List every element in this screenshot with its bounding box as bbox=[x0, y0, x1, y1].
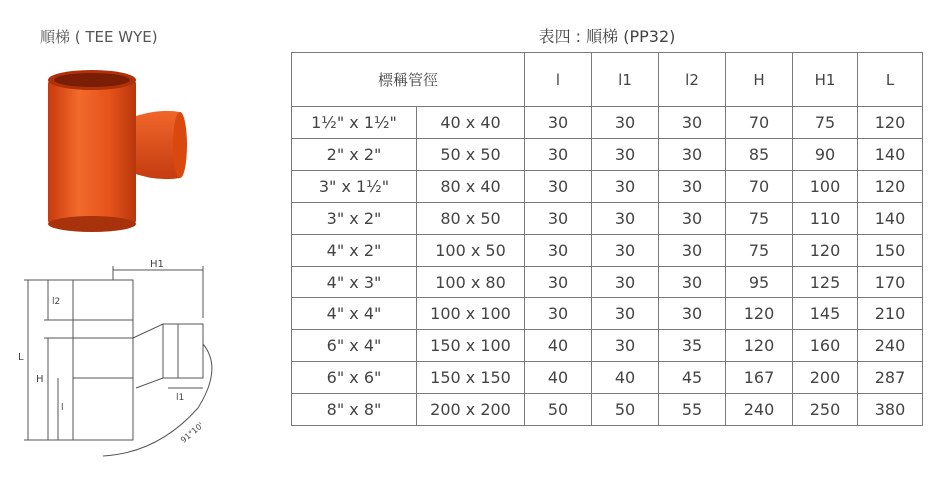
cell-mm-size: 100 x 80 bbox=[417, 266, 525, 298]
tee-wye-drawing bbox=[18, 258, 243, 458]
table-row bbox=[292, 362, 923, 394]
cell-l1: 30 bbox=[592, 107, 659, 139]
header-L: L bbox=[858, 53, 923, 107]
product-title: 順梯 ( TEE WYE) bbox=[40, 28, 158, 46]
header-l2: l2 bbox=[659, 53, 726, 107]
header-l1: l1 bbox=[592, 53, 659, 107]
cell-inch-size: 3" x 2" bbox=[292, 202, 417, 234]
cell-mm-size: 80 x 50 bbox=[417, 202, 525, 234]
cell-h: 167 bbox=[726, 362, 793, 394]
cell-inch-size: 6" x 4" bbox=[292, 330, 417, 362]
cell-l2: 30 bbox=[659, 266, 726, 298]
cell-l1: 30 bbox=[592, 139, 659, 171]
cell-h: 70 bbox=[726, 107, 793, 139]
cell-L: 240 bbox=[858, 330, 923, 362]
header-h1: H1 bbox=[793, 53, 858, 107]
cell-l2: 30 bbox=[659, 107, 726, 139]
cell-inch-size: 4" x 3" bbox=[292, 266, 417, 298]
cell-l1: 40 bbox=[592, 362, 659, 394]
table-row bbox=[292, 139, 923, 171]
cell-l: 40 bbox=[525, 362, 592, 394]
cell-l: 30 bbox=[525, 107, 592, 139]
cell-h1: 75 bbox=[793, 107, 858, 139]
cell-mm-size: 150 x 150 bbox=[417, 362, 525, 394]
cell-l: 30 bbox=[525, 266, 592, 298]
cell-l1: 30 bbox=[592, 266, 659, 298]
table-row bbox=[292, 266, 923, 298]
cell-l: 40 bbox=[525, 330, 592, 362]
table-row bbox=[292, 234, 923, 266]
table-row bbox=[292, 170, 923, 202]
cell-inch-size: 6" x 6" bbox=[292, 362, 417, 394]
cell-h: 75 bbox=[726, 234, 793, 266]
cell-l1: 30 bbox=[592, 202, 659, 234]
cell-l: 30 bbox=[525, 234, 592, 266]
cell-L: 210 bbox=[858, 298, 923, 330]
cell-inch-size: 3" x 1½" bbox=[292, 170, 417, 202]
cell-h: 120 bbox=[726, 330, 793, 362]
cell-mm-size: 150 x 100 bbox=[417, 330, 525, 362]
cell-h: 75 bbox=[726, 202, 793, 234]
cell-h1: 160 bbox=[793, 330, 858, 362]
cell-l1: 50 bbox=[592, 394, 659, 426]
table-row bbox=[292, 394, 923, 426]
label-h: H bbox=[36, 374, 44, 385]
label-h1: H1 bbox=[150, 259, 164, 270]
cell-L: 120 bbox=[858, 170, 923, 202]
cell-L: 287 bbox=[858, 362, 923, 394]
cell-L: 140 bbox=[858, 202, 923, 234]
cell-h1: 250 bbox=[793, 394, 858, 426]
cell-h1: 120 bbox=[793, 234, 858, 266]
cell-l2: 55 bbox=[659, 394, 726, 426]
cell-l1: 30 bbox=[592, 234, 659, 266]
tee-wye-photo bbox=[38, 60, 198, 240]
cell-h: 95 bbox=[726, 266, 793, 298]
table-row bbox=[292, 202, 923, 234]
label-l: L bbox=[18, 352, 24, 363]
cell-h1: 200 bbox=[793, 362, 858, 394]
cell-h1: 100 bbox=[793, 170, 858, 202]
header-nominal-size: 標稱管徑 bbox=[292, 53, 525, 107]
cell-inch-size: 4" x 2" bbox=[292, 234, 417, 266]
cell-mm-size: 40 x 40 bbox=[417, 107, 525, 139]
table-header-row bbox=[292, 53, 923, 107]
cell-l1: 30 bbox=[592, 170, 659, 202]
cell-h1: 125 bbox=[793, 266, 858, 298]
cell-inch-size: 2" x 2" bbox=[292, 139, 417, 171]
label-l-small: l bbox=[61, 403, 64, 413]
cell-L: 140 bbox=[858, 139, 923, 171]
cell-inch-size: 1½" x 1½" bbox=[292, 107, 417, 139]
cell-mm-size: 200 x 200 bbox=[417, 394, 525, 426]
cell-L: 380 bbox=[858, 394, 923, 426]
cell-mm-size: 80 x 40 bbox=[417, 170, 525, 202]
cell-inch-size: 8" x 8" bbox=[292, 394, 417, 426]
header-h: H bbox=[726, 53, 793, 107]
cell-h1: 145 bbox=[793, 298, 858, 330]
cell-mm-size: 50 x 50 bbox=[417, 139, 525, 171]
cell-mm-size: 100 x 100 bbox=[417, 298, 525, 330]
cell-l: 30 bbox=[525, 202, 592, 234]
spec-table bbox=[291, 52, 923, 426]
table-title: 表四 : 順梯 (PP32) bbox=[538, 27, 676, 46]
cell-l: 30 bbox=[525, 298, 592, 330]
cell-l: 30 bbox=[525, 139, 592, 171]
label-angle: 91°10' bbox=[179, 420, 206, 445]
cell-l: 50 bbox=[525, 394, 592, 426]
label-l1: l1 bbox=[176, 393, 185, 403]
cell-l2: 30 bbox=[659, 234, 726, 266]
cell-l2: 45 bbox=[659, 362, 726, 394]
cell-L: 170 bbox=[858, 266, 923, 298]
cell-L: 150 bbox=[858, 234, 923, 266]
cell-mm-size: 100 x 50 bbox=[417, 234, 525, 266]
cell-inch-size: 4" x 4" bbox=[292, 298, 417, 330]
table-row bbox=[292, 107, 923, 139]
cell-l2: 30 bbox=[659, 139, 726, 171]
cell-l1: 30 bbox=[592, 298, 659, 330]
table-row bbox=[292, 298, 923, 330]
cell-h1: 110 bbox=[793, 202, 858, 234]
cell-l2: 30 bbox=[659, 202, 726, 234]
cell-h: 85 bbox=[726, 139, 793, 171]
table-row bbox=[292, 330, 923, 362]
cell-l: 30 bbox=[525, 170, 592, 202]
cell-h: 120 bbox=[726, 298, 793, 330]
cell-l2: 30 bbox=[659, 298, 726, 330]
cell-h: 240 bbox=[726, 394, 793, 426]
cell-l2: 30 bbox=[659, 170, 726, 202]
cell-L: 120 bbox=[858, 107, 923, 139]
cell-h1: 90 bbox=[793, 139, 858, 171]
label-l2: l2 bbox=[52, 297, 61, 307]
cell-l1: 30 bbox=[592, 330, 659, 362]
header-l: l bbox=[525, 53, 592, 107]
cell-l2: 35 bbox=[659, 330, 726, 362]
cell-h: 70 bbox=[726, 170, 793, 202]
